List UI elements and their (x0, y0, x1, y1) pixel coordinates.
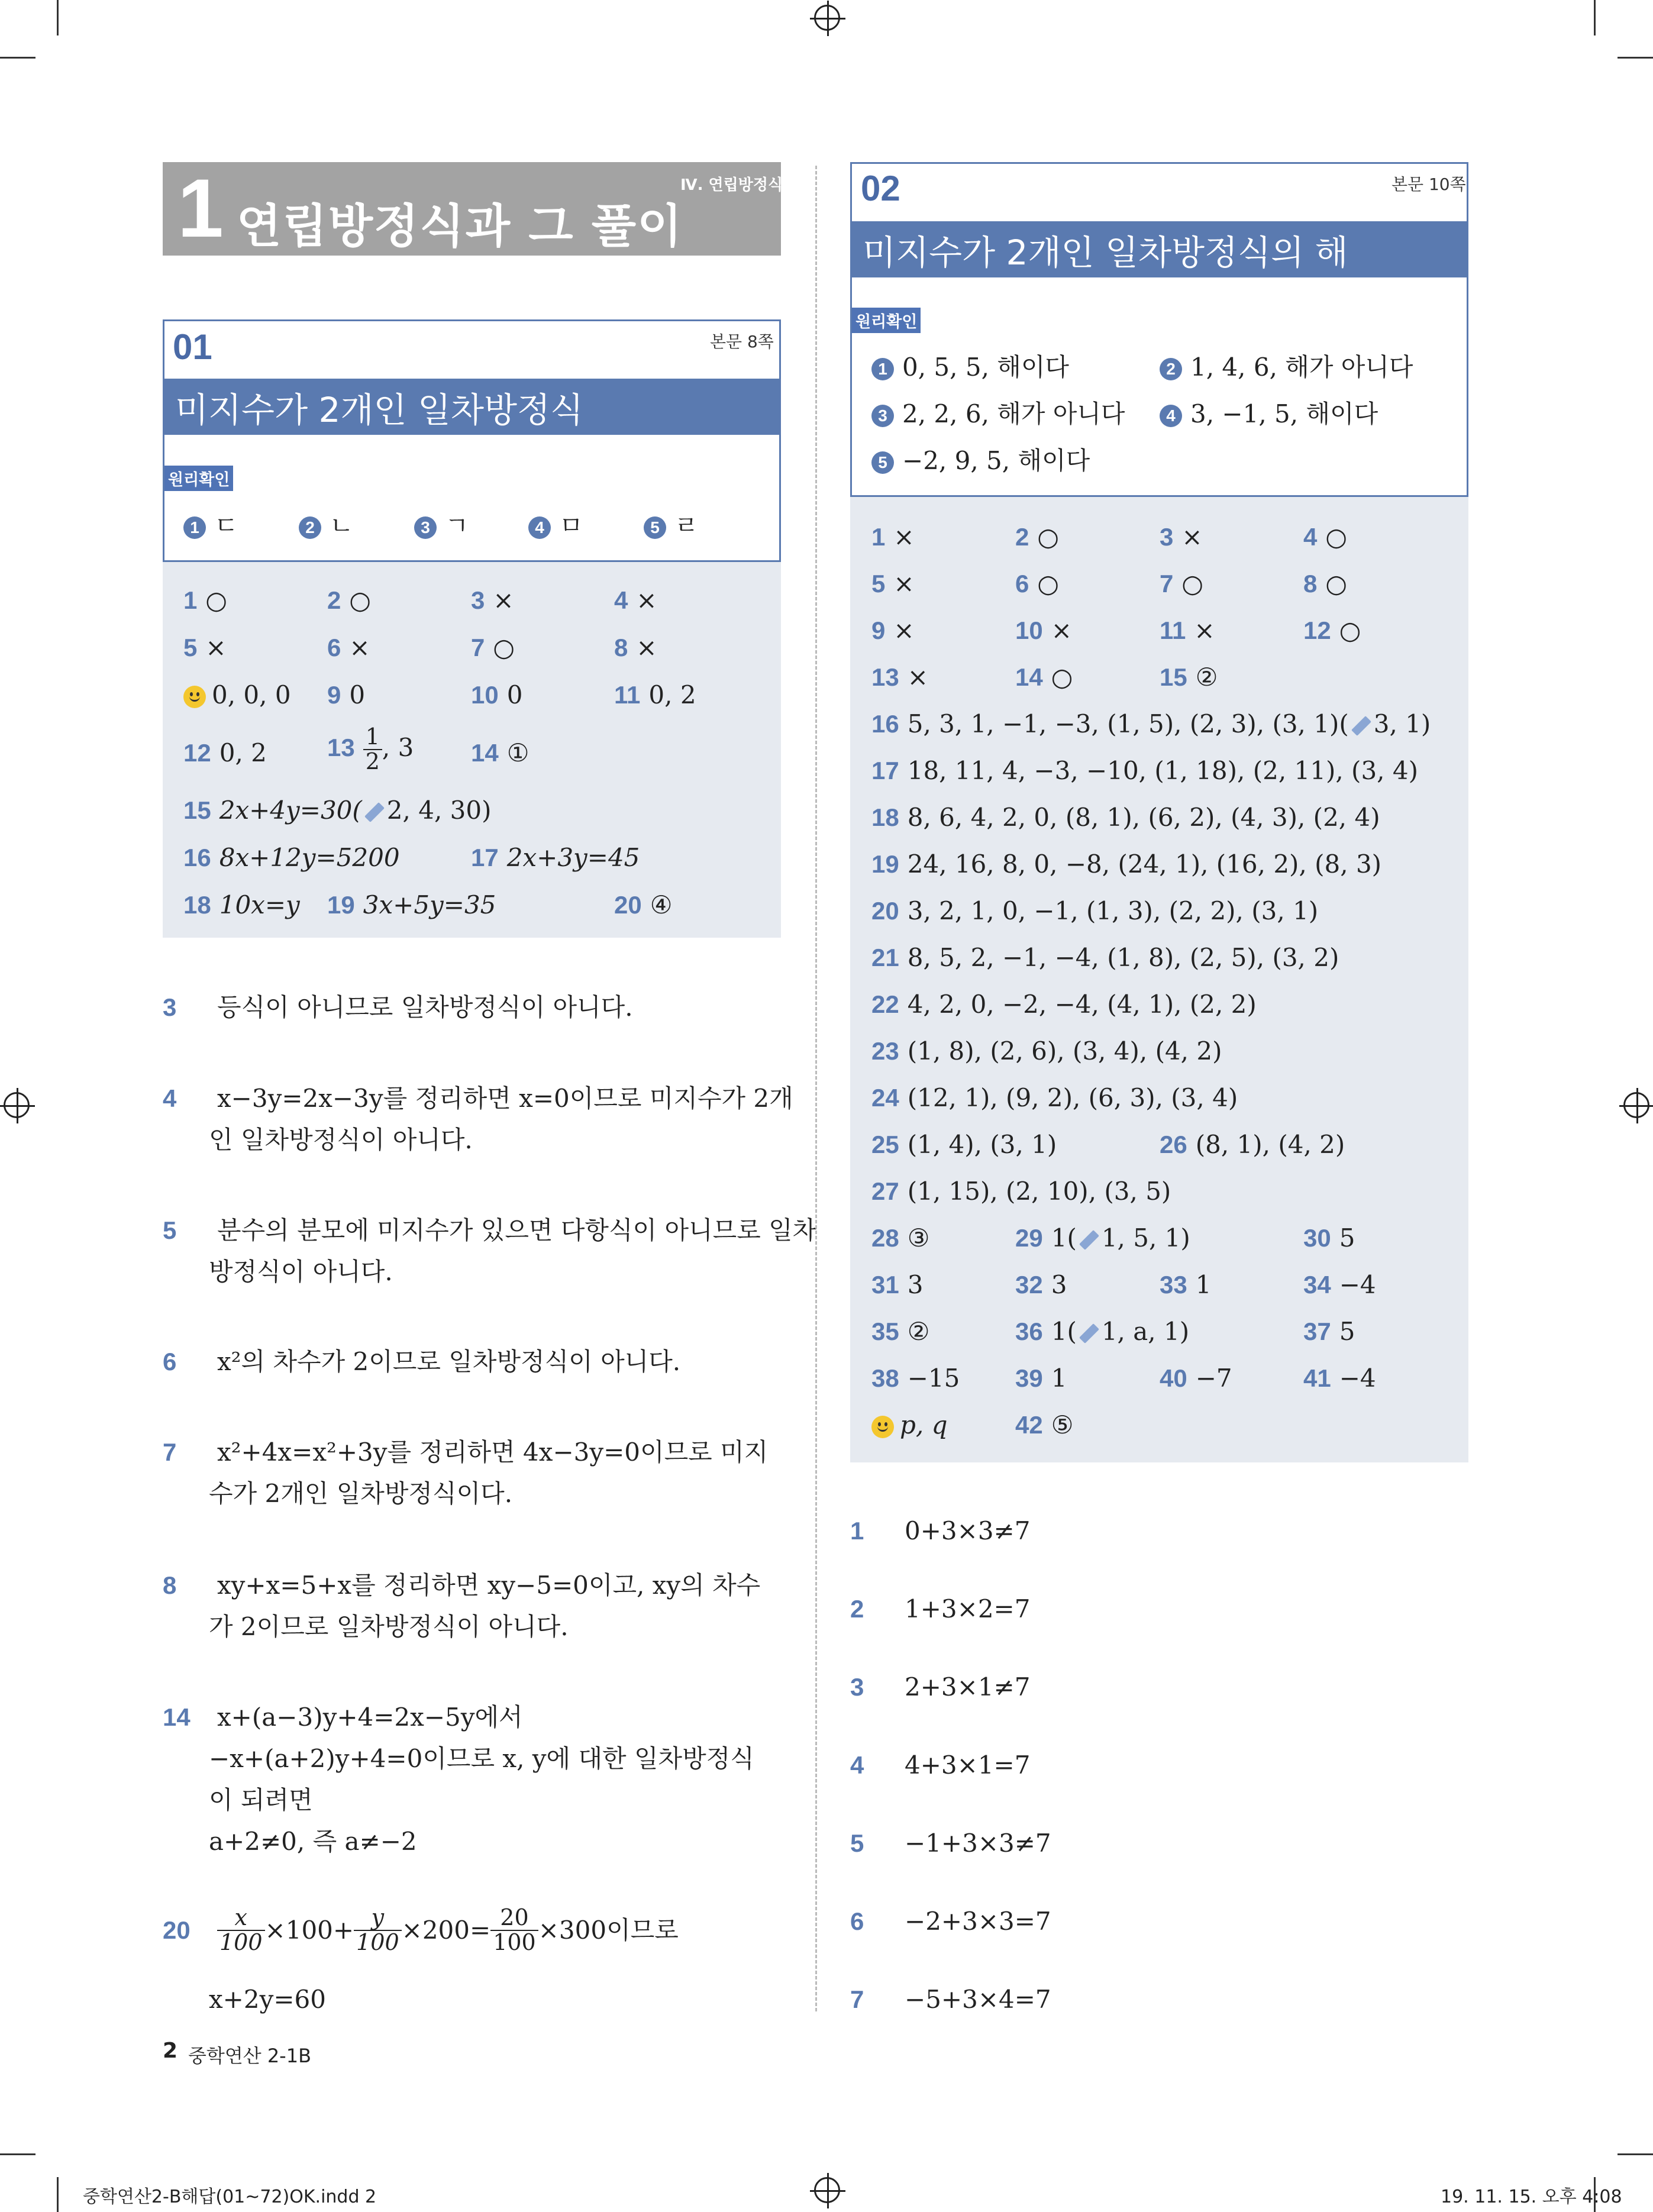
answer-item: 15 ② (1160, 663, 1218, 692)
answer-item: 10 × (1015, 616, 1072, 645)
principle-check-tag: 원리확인 (852, 308, 921, 333)
print-date: 19. 11. 15. 오후 4:08 (1441, 2187, 1622, 2207)
box-02-tag-wrap (852, 308, 921, 333)
answer-item: 16 8x+12y=5200 (183, 843, 400, 872)
answer-item: 36 1( 1, a, 1) (1015, 1317, 1190, 1346)
explanation-item: 4 x−3y=2x−3y를 정리하면 x=0이므로 미지수가 2개 인 일차방정식이 아니다. (163, 1084, 793, 1154)
answer-item: 3 × (471, 586, 514, 615)
explanation-item: 4 4+3×1=7 (850, 1751, 1031, 1780)
check-item: 5 −2, 9, 5, 해이다 (871, 441, 1090, 477)
answer-item: 41 −4 (1303, 1364, 1376, 1393)
check-number: 3 (414, 516, 437, 539)
box-01-title: 미지수가 2개인 일차방정식 (175, 389, 584, 430)
check-number: 2 (299, 516, 321, 539)
explanation-item: 6 −2+3×3=7 (850, 1907, 1051, 1936)
answer-item: 0, 0, 0 (183, 680, 291, 709)
answer-item: p, q (871, 1410, 947, 1439)
answer-item: 30 5 (1303, 1223, 1355, 1252)
box-02-title: 미지수가 2개인 일차방정식의 해 (863, 232, 1348, 273)
answer-item: 18 10x=y (183, 890, 300, 919)
print-file-name: 중학연산2-B해답(01~72)OK.indd 2 (83, 2187, 377, 2207)
answer-item: 24 (12, 1), (9, 2), (6, 3), (3, 4) (871, 1083, 1238, 1112)
check-item (299, 506, 354, 542)
crop-mark (57, 2177, 59, 2212)
box-01-tag-wrap (164, 466, 233, 491)
answer-item: 2 ○ (327, 586, 372, 615)
box-02-title-bar (852, 221, 1467, 277)
answer-item: 37 5 (1303, 1317, 1355, 1346)
answer-item: 32 3 (1015, 1270, 1067, 1299)
explanation-item: 1 0+3×3≠7 (850, 1516, 1031, 1545)
answer-item: 22 4, 2, 0, −2, −4, (4, 1), (2, 2) (871, 990, 1257, 1019)
explanation-item: 20 $\frac{x}{100}$ ×100+ $\frac{y}{100}$ ×200= $\frac{20}{100}$ ×300이므로 (163, 1904, 679, 1955)
crop-mark (1594, 0, 1596, 35)
registration-mark-icon (4, 1092, 30, 1118)
check-number: 1 (183, 516, 206, 539)
pencil-icon (364, 802, 385, 822)
answer-item: 15 2x+4y=30( 2, 4, 30) (183, 796, 492, 825)
answer-item: 25 (1, 4), (3, 1) (871, 1130, 1057, 1159)
check-answer: ㄱ (445, 511, 469, 540)
check-item (644, 506, 699, 542)
answer-item: 3 × (1160, 522, 1203, 551)
pencil-icon (1079, 1230, 1099, 1250)
explanation-item: 5 −1+3×3≠7 (850, 1829, 1051, 1858)
registration-mark-icon (1623, 1092, 1649, 1118)
chapter-tag: Ⅳ. 연립방정식 (680, 176, 783, 194)
explanation-item: 6 x²의 차수가 2이므로 일차방정식이 아니다. (163, 1347, 681, 1376)
answer-item: 10 0 (471, 680, 523, 709)
explanation-item: 3 등식이 아니므로 일차방정식이 아니다. (163, 993, 633, 1022)
answer-item: 14 ○ (1015, 663, 1073, 692)
answer-item: 17 18, 11, 4, −3, −10, (1, 18), (2, 11), (3, 4) (871, 756, 1418, 785)
answer-item: 42 ⑤ (1015, 1410, 1074, 1439)
answer-item: 26 (8, 1), (4, 2) (1160, 1130, 1345, 1159)
box-01-number: 01 (173, 327, 212, 367)
pencil-icon (1351, 716, 1371, 736)
answer-item: 20 ④ (614, 890, 673, 919)
pencil-icon (1079, 1323, 1099, 1344)
answer-item: 12 ○ (1303, 616, 1361, 645)
answer-item: 9 × (871, 616, 915, 645)
answer-item: 17 2x+3y=45 (471, 843, 640, 872)
crop-mark (1618, 57, 1653, 59)
answer-item: 13 × (871, 663, 928, 692)
crop-mark (1618, 2153, 1653, 2155)
answer-item: 6 ○ (1015, 569, 1060, 598)
box-01-page-ref: 본문 8쪽 (710, 332, 774, 351)
check-item (183, 506, 238, 542)
answer-item: 21 8, 5, 2, −1, −4, (1, 8), (2, 5), (3, 2) (871, 943, 1339, 972)
answer-item: 19 24, 16, 8, 0, −8, (24, 1), (16, 2), (8, 3) (871, 850, 1382, 879)
check-item (414, 506, 469, 542)
check-item: 1 0, 5, 5, 해이다 (871, 348, 1069, 383)
answer-item: 31 3 (871, 1270, 924, 1299)
check-number: 5 (644, 516, 666, 539)
explanation-item: 8 xy+x=5+x를 정리하면 xy−5=0이고, xy의 차수 가 2이므로 일차방정식이 아니다. (163, 1571, 761, 1641)
check-answer: ㄹ (674, 511, 699, 540)
answer-item: 23 (1, 8), (2, 6), (3, 4), (4, 2) (871, 1036, 1222, 1065)
answer-item: 6 × (327, 633, 370, 662)
answer-item: 4 ○ (1303, 522, 1348, 551)
answer-item: 16 5, 3, 1, −1, −3, (1, 5), (2, 3), (3, 1)( 3, 1) (871, 709, 1431, 738)
explanation-item: 14 x+(a−3)y+4=2x−5y에서 −x+(a+2)y+4=0이므로 x, y에 대한 일차방정식 이 되려면 a+2≠0, 즉 a≠−2 (163, 1703, 754, 1856)
answer-item: 19 3x+5y=35 (327, 890, 496, 919)
answer-item: 1 × (871, 522, 915, 551)
registration-mark-icon (814, 5, 840, 31)
answer-item: 11 0, 2 (614, 680, 696, 709)
check-answer: ㅁ (559, 511, 583, 540)
explanation-item: 7 x²+4x=x²+3y를 정리하면 4x−3y=0이므로 미지 수가 2개인 일차방정식이다. (163, 1438, 769, 1508)
book-title: 중학연산 2-1B (188, 2045, 312, 2067)
check-answer: ㄴ (330, 511, 354, 540)
explanation-item: 2 1+3×2=7 (850, 1594, 1031, 1623)
answer-item: 34 −4 (1303, 1270, 1376, 1299)
smile-icon (871, 1416, 894, 1438)
crop-mark (57, 0, 59, 35)
page-number: 2 (163, 2039, 178, 2063)
answer-item: 9 0 (327, 680, 366, 709)
answer-item: 27 (1, 15), (2, 10), (3, 5) (871, 1177, 1171, 1206)
box-02-number: 02 (861, 169, 900, 208)
answer-item: 5 × (871, 569, 915, 598)
explanation-item: 3 2+3×1≠7 (850, 1672, 1031, 1701)
explanation-item: 5 분수의 분모에 미지수가 있으면 다항식이 아니므로 일차 방정식이 아니다. (163, 1216, 817, 1286)
answer-item: 4 × (614, 586, 657, 615)
explanation-line: x+2y=60 (209, 1985, 326, 2014)
answer-item: 14 ① (471, 738, 530, 767)
answer-item: 11 × (1160, 616, 1215, 645)
answer-item: 40 −7 (1160, 1364, 1232, 1393)
answer-item: 1 ○ (183, 586, 228, 615)
crop-mark (0, 57, 35, 59)
answer-item: 39 1 (1015, 1364, 1067, 1393)
box-02-page-ref: 본문 10쪽 (1392, 175, 1466, 194)
answer-item: 33 1 (1160, 1270, 1212, 1299)
column-divider (815, 166, 817, 2011)
answer-item: 20 3, 2, 1, 0, −1, (1, 3), (2, 2), (3, 1) (871, 896, 1319, 925)
answer-item: 7 ○ (471, 633, 515, 662)
smile-icon (183, 686, 206, 708)
answer-item: 8 ○ (1303, 569, 1348, 598)
answer-item: 12 0, 2 (183, 738, 267, 767)
section-number: 1 (177, 162, 224, 254)
check-answer: ㄷ (214, 511, 238, 540)
answer-item: 29 1( 1, 5, 1) (1015, 1223, 1190, 1252)
fraction: $\frac{1}{2}$ (363, 725, 382, 774)
answer-item: 2 ○ (1015, 522, 1060, 551)
answer-item: 35 ② (871, 1317, 930, 1346)
box-01-title-bar (164, 379, 779, 435)
check-item (528, 506, 583, 542)
check-item: 2 1, 4, 6, 해가 아니다 (1160, 348, 1413, 383)
registration-mark-icon (814, 2177, 840, 2203)
check-number: 4 (528, 516, 551, 539)
principle-check-tag: 원리확인 (164, 466, 233, 491)
explanation-item: 7 −5+3×4=7 (850, 1985, 1051, 2014)
answer-item: 5 × (183, 633, 227, 662)
answer-item: 18 8, 6, 4, 2, 0, (8, 1), (6, 2), (4, 3), (2, 4) (871, 803, 1380, 832)
section-title: 연립방정식과 그 풀이 (237, 200, 683, 253)
check-item: 4 3, −1, 5, 해이다 (1160, 395, 1378, 430)
answer-item: 7 ○ (1160, 569, 1204, 598)
answer-item: 28 ③ (871, 1223, 930, 1252)
answer-item: 8 × (614, 633, 657, 662)
crop-mark (0, 2153, 35, 2155)
check-item: 3 2, 2, 6, 해가 아니다 (871, 395, 1125, 430)
answer-item: 38 −15 (871, 1364, 960, 1393)
answer-item: 13 $\frac{1}{2}$ , 3 (327, 724, 414, 774)
